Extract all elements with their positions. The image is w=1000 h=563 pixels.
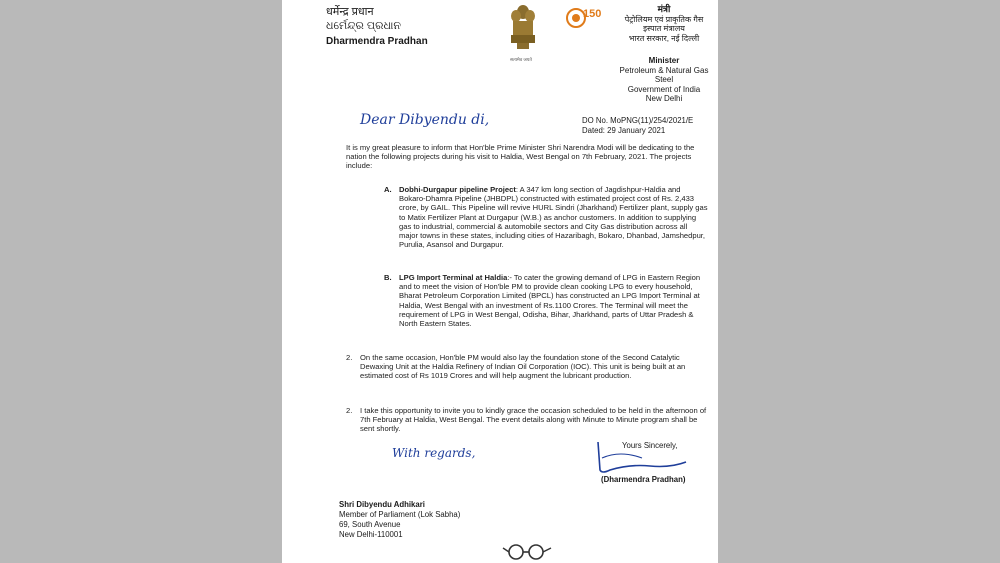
right-hindi-line: भारत सरकार, नई दिल्ली: [628, 33, 700, 43]
signatory: (Dharmendra Pradhan): [601, 475, 686, 484]
item-b-label: B.: [384, 273, 392, 282]
right-hindi-line: पेट्रोलियम एवं प्राकृतिक गैस: [624, 14, 704, 24]
odia-name: ଧର୍ମେନ୍ଦ୍ର ପ୍ରଧାନ: [326, 20, 401, 32]
right-hindi-line: इस्पात मंत्रालय: [643, 24, 685, 33]
addressee-line: Member of Parliament (Lok Sabha): [339, 510, 461, 519]
item-a-text: : A 347 km long section of Jagdishpur-Haldia and Bokaro-Dhamra Pipeline (JHBDPL) constructed with estimated project cost of Rs. 2,433 crore, by GAIL. This Pipeline will revive HURL Sindri (Jharkhand) Fertilizer plant, supply gas to Matix Fertilizer Plant at Durgapur (W.B.) as anchor customers. In addition to supplying gas to industrial, commercial & automobile sectors and City Gas distribution across all major towns in these states, including cities of Hazaribagh, Bokaro, Dhanbad, Jamshedpur, Purulia, Asansol and Durgapur.: [399, 185, 708, 250]
english-name: Dharmendra Pradhan: [326, 36, 428, 47]
date-line: Dated: 29 January 2021: [582, 126, 666, 135]
para-2-number: 2.: [346, 353, 353, 362]
para-2-text: On the same occasion, Hon'ble PM would also lay the foundation stone of the Second Catalytic Dewaxing Unit at the Haldia Refinery of Indian Oil Corporation (IOC). This unit is being built at an estimated cost of Rs 1019 Crores and will help augment the lubricant production.: [360, 353, 686, 381]
right-english-line: Government of India: [627, 84, 701, 94]
intro-paragraph: It is my great pleasure to inform that Hon'ble Prime Minister Shri Narendra Modi will be dedicating to the nation the following projects during his visit to Haldia, West Bengal on 7th February, 2021. The projects include:: [346, 143, 695, 171]
item-b-paragraph: [399, 273, 708, 328]
para-3-text: I take this opportunity to invite you to kindly grace the occasion scheduled to be held in the afternoon of 7th February at Haldia, West Bengal. The event details along with Minute to Minute program shall be sent shortly.: [360, 406, 707, 434]
swachh-bharat-logo-icon: [502, 543, 552, 561]
item-a-title: Dobhi-Durgapur pipeline Project: [399, 185, 516, 194]
right-english-line: Steel: [654, 75, 674, 84]
hindi-name: धर्मेन्द्र प्रधान: [326, 6, 374, 18]
para-3-number: 2.: [346, 406, 353, 415]
addressee-block: [339, 500, 460, 540]
do-number: DO No. MoPNG(11)/254/2021/E: [582, 116, 694, 125]
logo-text: 150: [583, 8, 602, 20]
item-b-title: LPG Import Terminal at Haldia: [399, 273, 508, 282]
right-english-line: New Delhi: [645, 94, 683, 103]
right-english-line: Minister: [648, 56, 680, 65]
letter-page: [282, 0, 718, 563]
right-hindi-block: [610, 5, 718, 43]
item-b-text: :- To cater the growing demand of LPG in Eastern Region and to meet the vision of Hon'ble PM to provide clean cooking LPG to every household, Bharat Petroleum Corporation Limited (BPCL) has constructed an LPG Import Terminal at Haldia, West Bengal with an investment of Rs.1100 Crores. The Terminal will meet the requirement of LPG in West Bengal, Odisha, Bihar, Jharkhand, parts of Uttar Pradesh & North Eastern States.: [399, 273, 701, 329]
handwritten-regards: With regards,: [392, 446, 476, 460]
addressee-line: 69, South Avenue: [339, 520, 401, 529]
handwritten-salutation: Dear Dibyendu di,: [360, 112, 490, 128]
item-a-paragraph: [399, 185, 708, 249]
addressee-line: Shri Dibyendu Adhikari: [339, 500, 425, 509]
signature-icon: [590, 440, 690, 478]
closing: Yours Sincerely,: [622, 441, 678, 450]
national-emblem-icon: [507, 3, 539, 57]
item-a-label: A.: [384, 185, 392, 194]
right-english-block: [610, 56, 718, 104]
right-hindi-line: मंत्री: [657, 4, 671, 14]
right-english-line: Petroleum & Natural Gas: [619, 65, 709, 75]
addressee-line: New Delhi-110001: [339, 530, 403, 539]
emblem-motto: सत्यमेव जयते: [510, 57, 532, 62]
